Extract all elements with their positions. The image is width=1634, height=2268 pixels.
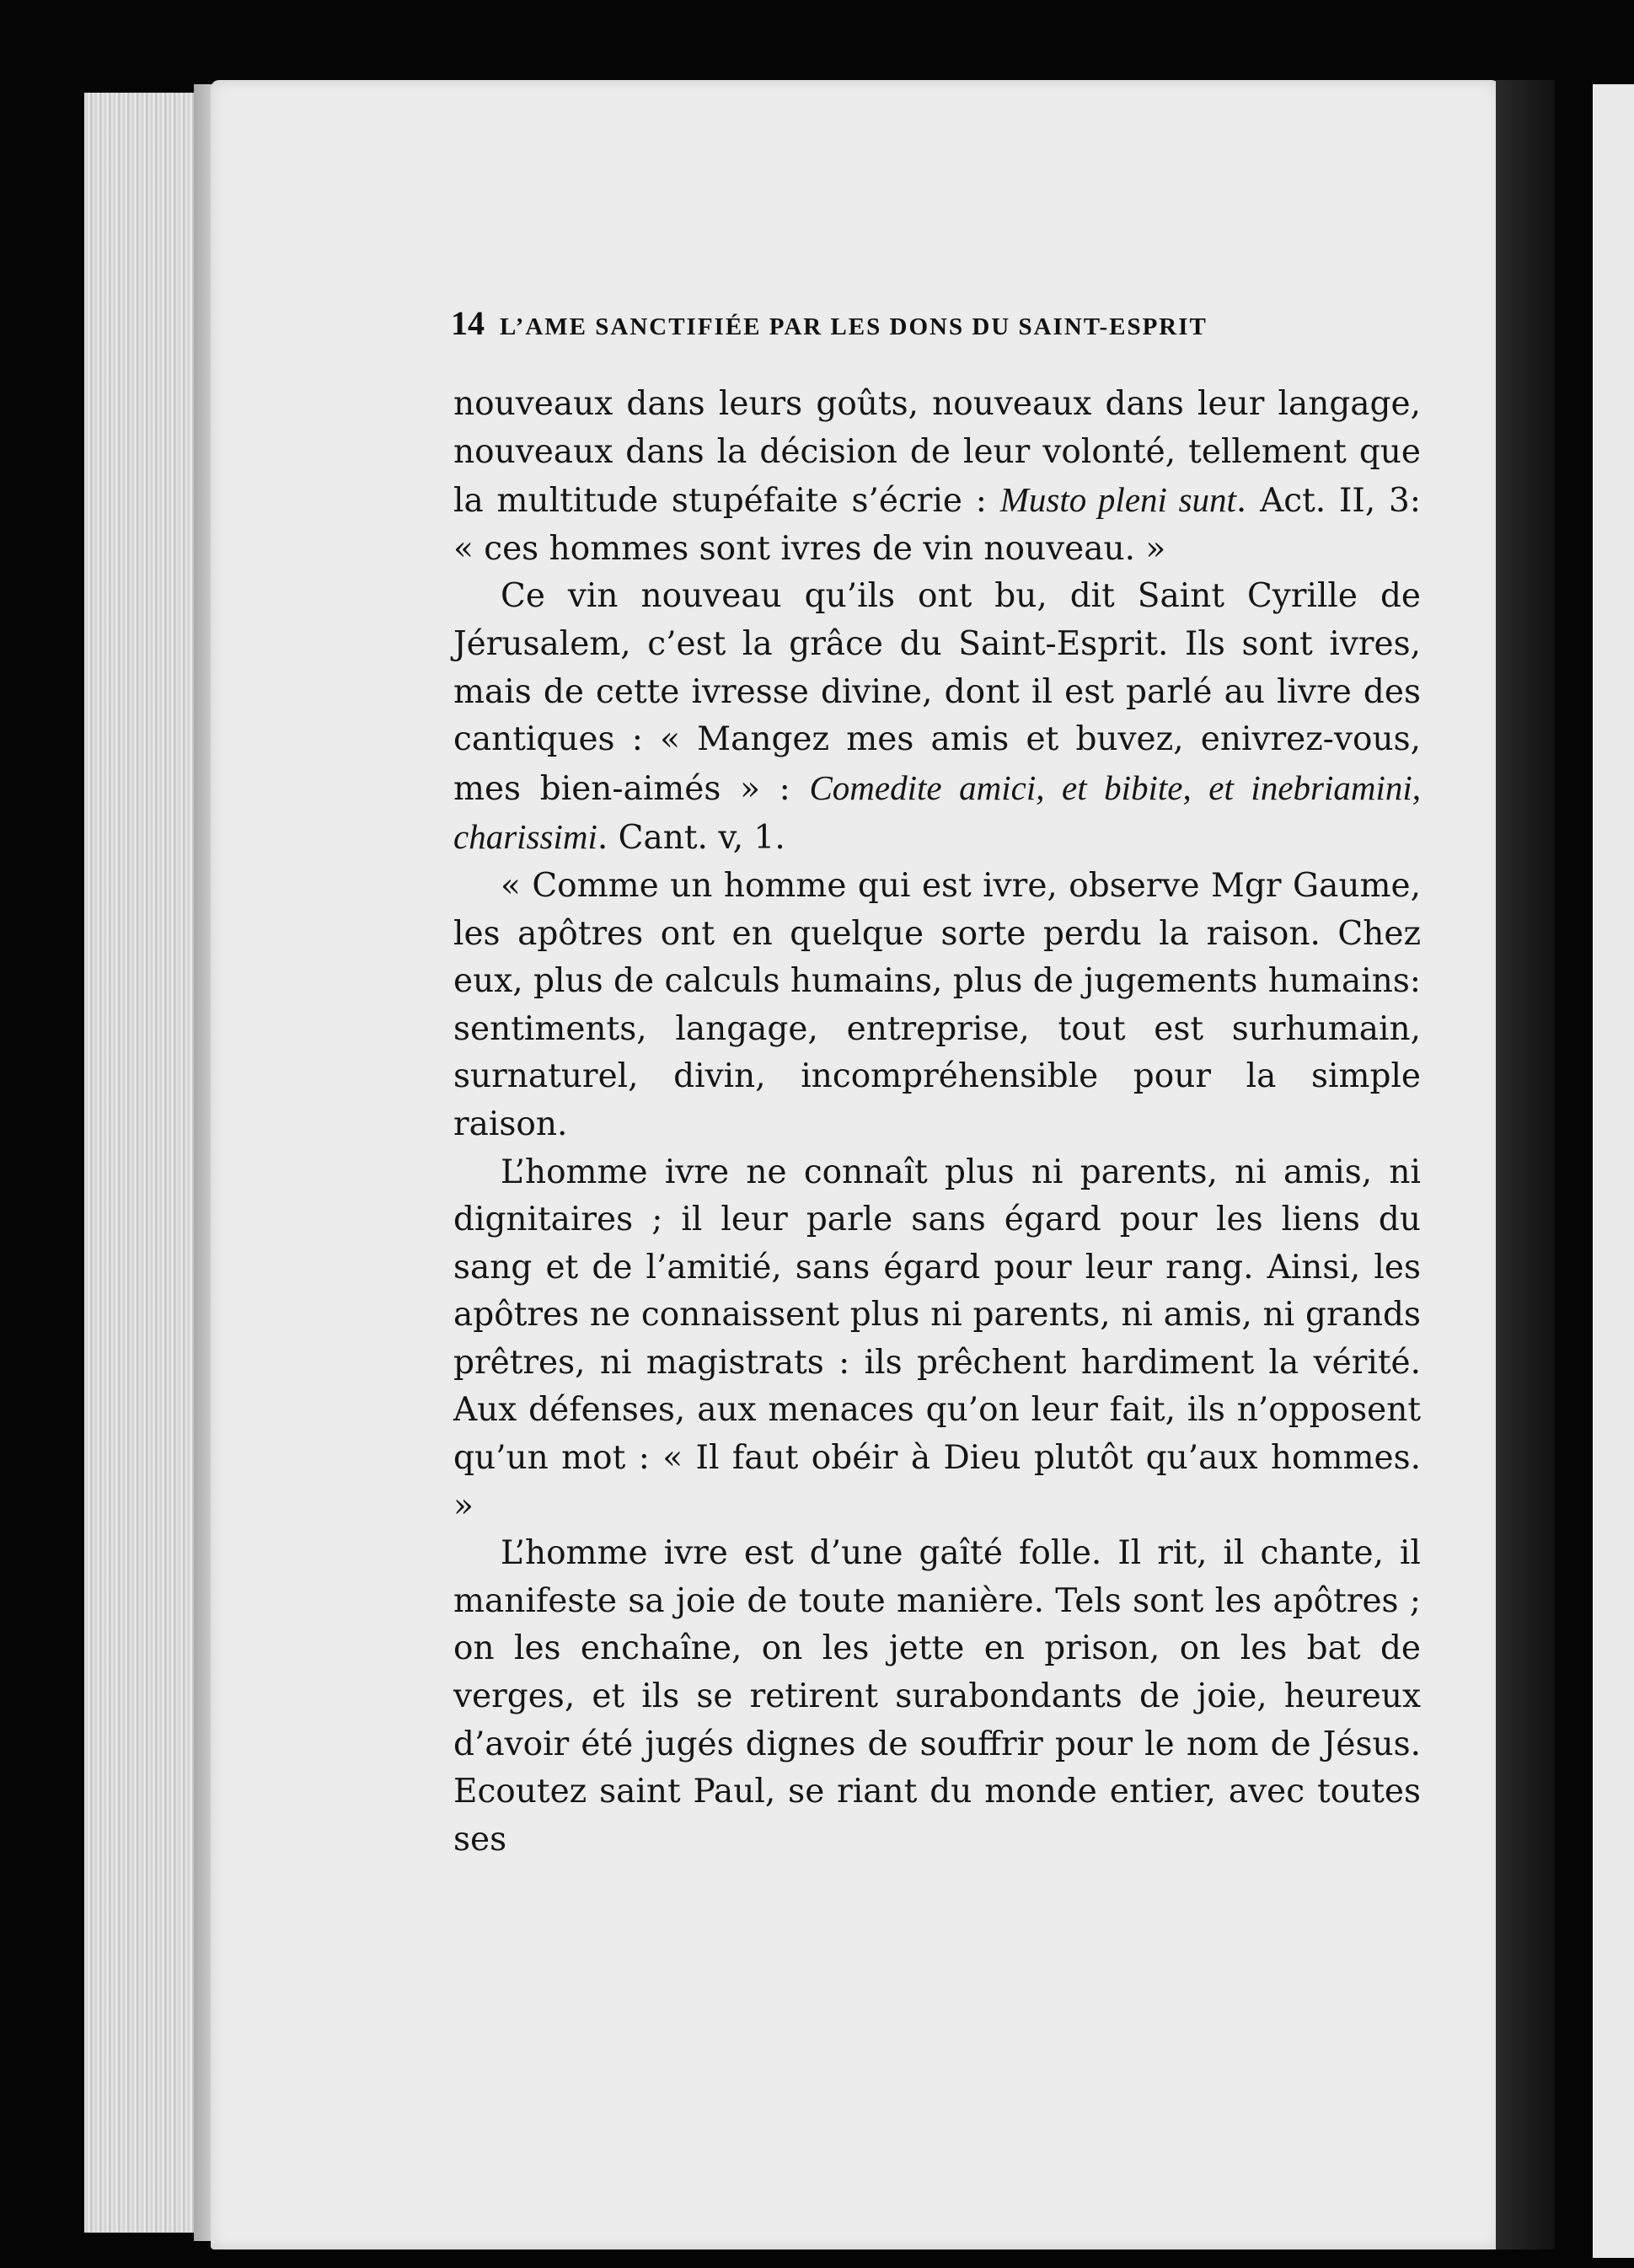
paragraph	[453, 573, 1421, 863]
running-title: L’AME SANCTIFIÉE PAR LES DONS DU SAINT-ESPRIT	[500, 313, 1208, 340]
paragraph	[453, 863, 1421, 1149]
latin-quotation: Comedite amici, et bibite, et inebriamini, charissimi	[453, 768, 1422, 857]
text-run: . Cant. v, 1.	[597, 819, 785, 858]
running-head	[451, 303, 1420, 343]
facing-page-edge	[1593, 84, 1634, 2258]
page-number: 14	[451, 304, 485, 342]
paragraph	[453, 1530, 1421, 1864]
text-run: L’homme ivre ne connaît plus ni parents, ni amis, ni dignitaires ; il leur parle sans égard pour les liens du sang et de l’amitié, sans égard pour leur rang. Ainsi, les apôtres ne connaissent plus ni parents, ni amis, ni grands prêtres, ni magistrats : ils prêchent hardiment la vérité. Aux défenses, aux menaces qu’on leur fait, ils n’opposent qu’un mot : « Il faut obéir à Dieu plutôt qu’aux hommes. »	[453, 1153, 1421, 1525]
body-text	[453, 381, 1421, 1864]
text-run: L’homme ivre est d’une gaîté folle. Il rit, il chante, il manifeste sa joie de toute manière. Tels sont les apôtres ; on les enchaîne, on les jette en prison, on les bat de verges, et ils se retirent surabondants de joie, heureux d’avoir été jugés dignes de souffrir pour le nom de Jésus. Ecoutez saint Paul, se riant du monde entier, avec toutes ses	[453, 1534, 1421, 1859]
paragraph	[453, 1149, 1421, 1531]
latin-quotation: Musto pleni sunt	[999, 480, 1236, 520]
text-run: « Comme un homme qui est ivre, observe Mgr Gaume, les apôtres ont en quelque sorte perdu la raison. Chez eux, plus de calculs humains, plus de jugements humains: sentiments, langage, entreprise, tout est surhumain, surnaturel, divin, incompréhensible pour la simple raison.	[453, 866, 1421, 1143]
text-run: Ce vin nouveau qu’ils ont bu, dit Saint Cyrille de Jérusalem, c’est la grâce du Saint-Esprit. Ils sont ivres, mais de cette ivresse divine, dont il est parlé au livre des cantiques : « Mangez mes amis et buvez, enivrez-vous, mes bien-aimés » :	[453, 577, 1421, 808]
text-run: , 3: « ces hommes sont ivres de vin nouveau. »	[453, 482, 1421, 568]
text-run: . Act.	[1235, 482, 1340, 521]
text-run: nouveaux dans leurs goûts, nouveaux dans leur langage, nouveaux dans la décision de leur volonté, tellement que la multitude stupéfaite s’écrie :	[453, 385, 1421, 521]
gutter-shadow	[1496, 80, 1555, 2249]
paragraph	[453, 381, 1421, 573]
text-run: II	[1339, 482, 1365, 521]
